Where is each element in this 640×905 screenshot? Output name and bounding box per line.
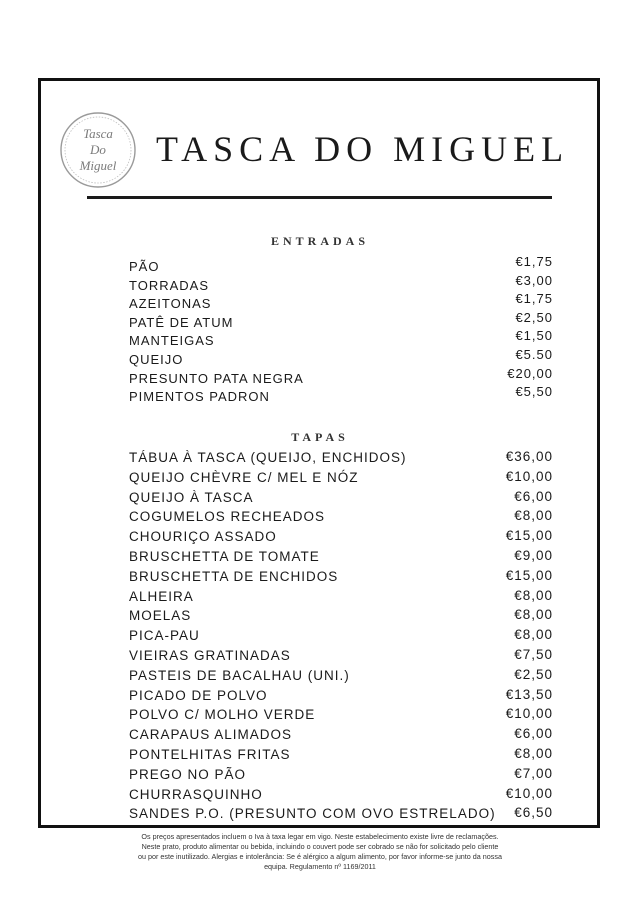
menu-item	[129, 254, 553, 278]
menu-item-name: PRESUNTO PATA NEGRA	[129, 370, 304, 386]
menu-item-price: €8,00	[514, 627, 553, 643]
menu-item-name: CHOURIÇO ASSADO	[129, 529, 277, 545]
menu-item	[129, 589, 553, 609]
menu-item-name: QUEIJO CHÈVRE C/ MEL E NÓZ	[129, 469, 359, 485]
menu-item-name: PIMENTOS PADRON	[129, 389, 270, 405]
menu-item-price: €10,00	[505, 706, 553, 722]
footer-line: Os preços apresentados incluem o Iva à taxa legar em vigo. Neste estabelecimento existe livre de reclamações.	[141, 832, 499, 841]
menu-item	[129, 365, 553, 390]
menu-item-name: PREGO NO PÃO	[129, 766, 247, 782]
menu-item-price: €8,00	[514, 508, 553, 524]
menu-item-price: €5,50	[515, 384, 553, 400]
menu-item-price: €1,75	[515, 291, 553, 307]
footer-line: ou por este inutilizado. Alergias e intolerância: Se é alérgico a algum alimento, por favor informe-se junto da nossa	[138, 852, 502, 861]
menu-item-price: €8,00	[514, 607, 553, 623]
menu-item-name: PÃO	[129, 259, 160, 274]
menu-item-price: €36,00	[505, 449, 553, 464]
menu-item-price: €2,50	[514, 666, 553, 682]
menu-item-price: €2,50	[515, 309, 553, 325]
menu-item-price: €15,00	[505, 528, 553, 544]
menu-item	[129, 291, 553, 315]
menu-item-price: €5.50	[515, 346, 553, 362]
menu-item	[129, 727, 553, 747]
menu-item-price: €10,00	[505, 468, 553, 484]
menu-item	[129, 490, 553, 510]
menu-item	[129, 608, 553, 628]
menu-item-price: €1,50	[515, 328, 553, 344]
menu-item-name: BRUSCHETTA DE ENCHIDOS	[129, 568, 339, 584]
menu-item	[129, 628, 553, 648]
menu-item	[129, 668, 553, 688]
menu-item-name: CARAPAUS ALIMADOS	[129, 727, 293, 743]
logo-stamp	[58, 110, 138, 190]
section-heading-tapas: TAPAS	[291, 430, 349, 444]
menu-item	[129, 509, 553, 529]
menu-item-price: €6,00	[514, 488, 553, 504]
menu-item-price: €6,50	[514, 805, 553, 821]
menu-item	[129, 707, 553, 727]
footer-line: equipa. Regulamento nº 1169/2011	[264, 862, 376, 871]
menu-item-name: MANTEIGAS	[129, 333, 215, 349]
menu-item-name: TORRADAS	[129, 277, 209, 293]
menu-item-name: PONTELHITAS FRITAS	[129, 746, 291, 762]
menu-item-price: €8,00	[514, 587, 553, 603]
menu-item	[129, 648, 553, 668]
menu-item-name: TÁBUA À TASCA (QUEIJO, ENCHIDOS)	[129, 450, 407, 465]
menu-item	[129, 309, 553, 334]
logo-line-1: Tasca	[83, 126, 113, 141]
section-heading-entradas: ENTRADAS	[270, 234, 369, 248]
menu-item-name: QUEIJO	[129, 351, 184, 367]
menu-item	[129, 569, 553, 589]
logo-line-2: Do	[90, 142, 106, 157]
menu-item-name: PICA-PAU	[129, 628, 200, 644]
menu-item-price: €10,00	[505, 785, 553, 801]
menu-item-name: QUEIJO À TASCA	[129, 489, 254, 505]
menu-item	[129, 346, 553, 371]
menu-item-name: PASTEIS DE BACALHAU (UNI.)	[129, 667, 350, 683]
menu-item-price: €6,00	[514, 726, 553, 742]
menu-item-price: €13,50	[505, 686, 553, 702]
menu-item-name: PICADO DE POLVO	[129, 687, 268, 703]
tapas-list	[129, 450, 553, 826]
menu-item-name: VIEIRAS GRATINADAS	[129, 647, 291, 663]
menu-item	[129, 767, 553, 787]
menu-item	[129, 272, 553, 297]
menu-item	[129, 529, 553, 549]
menu-item-name: ALHEIRA	[129, 588, 194, 604]
menu-item	[129, 688, 553, 708]
menu-item-price: €7,50	[514, 646, 553, 662]
menu-item-name: BRUSCHETTA DE TOMATE	[129, 548, 320, 564]
menu-item	[129, 787, 553, 807]
menu-item-name: COGUMELOS RECHEADOS	[129, 509, 326, 525]
menu-item-price: €1,75	[515, 254, 553, 269]
menu-item	[129, 806, 553, 826]
menu-item	[129, 450, 553, 470]
menu-item-name: POLVO C/ MOLHO VERDE	[129, 707, 316, 723]
menu-item-price: €9,00	[514, 547, 553, 563]
logo-line-3: Miguel	[79, 158, 117, 173]
title-divider	[87, 196, 552, 199]
menu-item	[129, 747, 553, 767]
footer-legal-note	[110, 832, 530, 872]
menu-item	[129, 470, 553, 490]
menu-item-name: MOELAS	[129, 608, 192, 624]
menu-item	[129, 549, 553, 569]
menu-item-name: CHURRASQUINHO	[129, 786, 263, 802]
menu-item-name: SANDES P.O. (PRESUNTO COM OVO ESTRELADO)	[129, 806, 496, 822]
entradas-list	[129, 254, 553, 408]
menu-item-name: AZEITONAS	[129, 296, 212, 312]
menu-item-price: €3,00	[515, 272, 553, 288]
menu-item	[129, 384, 553, 408]
restaurant-title: TASCA DO MIGUEL	[156, 129, 570, 169]
menu-item-price: €15,00	[505, 567, 553, 583]
menu-item	[129, 328, 553, 352]
menu-item-price: €8,00	[514, 745, 553, 761]
footer-line: Neste prato, produto alimentar ou bebida, incluindo o couvert pode ser cobrado se não for solicitado pelo cliente	[141, 842, 499, 851]
menu-item-name: PATÊ DE ATUM	[129, 314, 234, 330]
menu-item-price: €7,00	[514, 765, 553, 781]
menu-item-price: €20,00	[507, 365, 553, 381]
